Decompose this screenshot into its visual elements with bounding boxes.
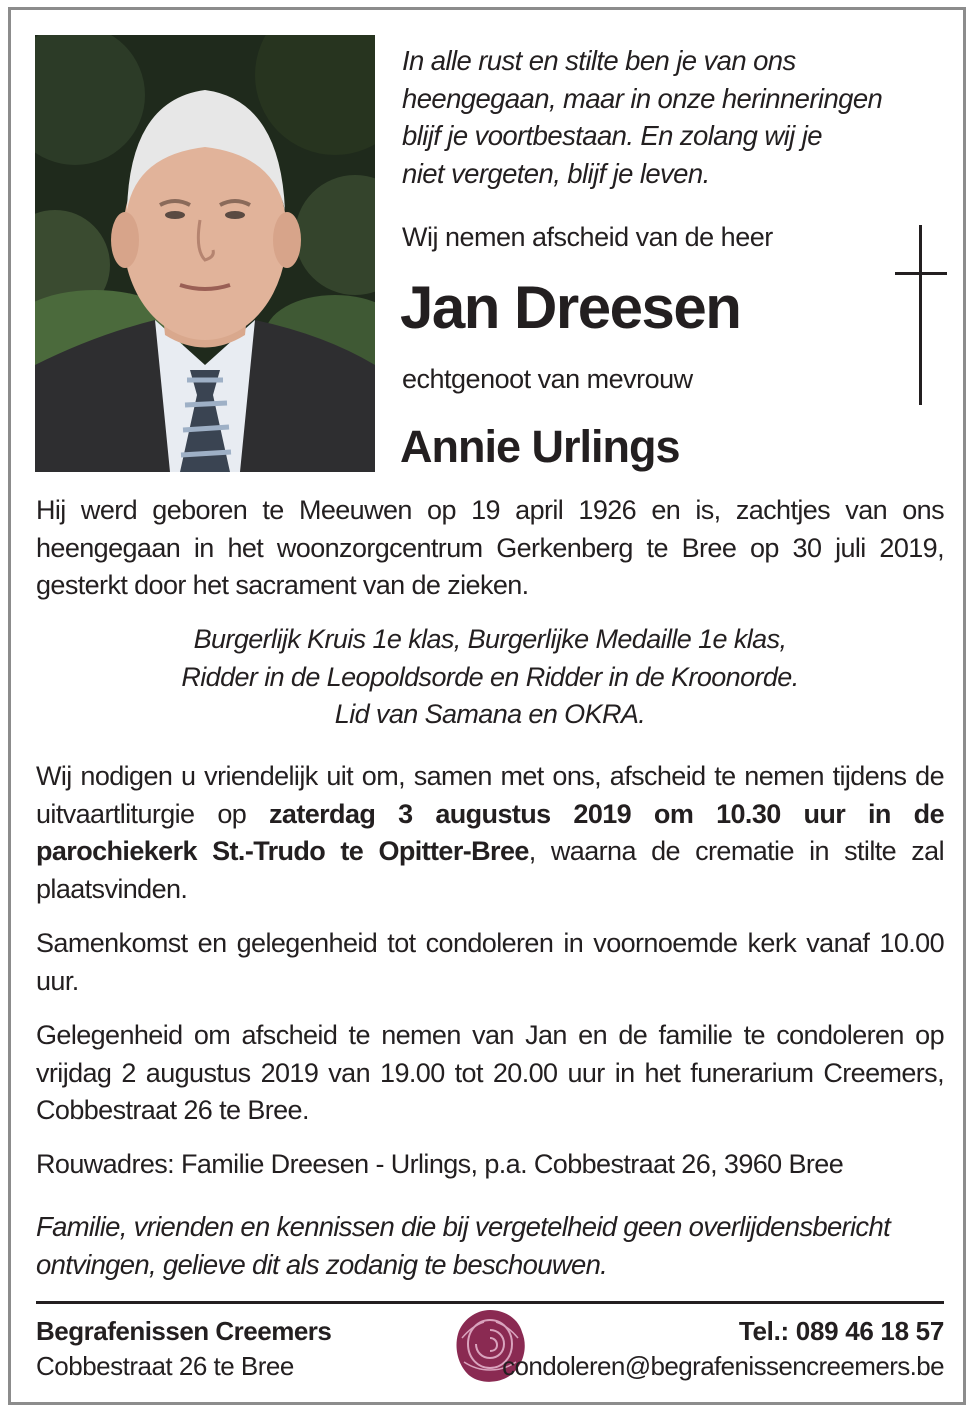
mourning-address: Rouwadres: Familie Dreesen - Urlings, p.a. Cobbestraat 26, 3960 Bree [36,1149,844,1179]
portrait-photo [35,35,375,472]
viewing-paragraph: Gelegenheid om afscheid te nemen van Jan en de familie te condoleren op vrijdag 2 augustus 2019 van 19.00 tot 20.00 uur in het funerarium Creemers, Cobbestraat 26 te Bree. [36,1020,944,1125]
deceased-name: Jan Dreesen [400,274,741,341]
invitation-text: Wij nodigen u vriendelijk uit om, samen met ons, afscheid te nemen tijdens de uitvaartliturgie op [36,761,944,829]
poem-line: blijf je voortbestaan. En zolang wij je [402,120,822,151]
honours-line: Burgerlijk Kruis 1e klas, Burgerlijke Medaille 1e klas, [193,624,787,654]
notice-line: Familie, vrienden en kennissen die bij vergetelheid geen overlijdensbericht [36,1211,891,1242]
farewell-intro: Wij nemen afscheid van de heer [402,222,773,252]
spouse-name: Annie Urlings [400,421,680,472]
firm-address: Cobbestraat 26 te Bree [36,1351,294,1381]
phone-number: Tel.: 089 46 18 57 [738,1316,944,1346]
birth-paragraph: Hij werd geboren te Meeuwen op 19 april 1926 en is, zachtjes van ons heengegaan in het woonzorgcentrum Gerkenberg te Bree op 30 juli 2019, gesterkt door het sacrament van de zieken. [36,495,944,600]
invitation-paragraph [36,758,944,908]
poem [402,42,962,192]
poem-line: heengegaan, maar in onze herinneringen [402,82,883,114]
footer-divider [36,1301,944,1304]
notice [36,1208,946,1284]
invitation-highlight: zaterdag 3 augustus 2019 om 10.30 uur in de parochiekerk St.-Trudo te Opitter-Bree [36,798,944,866]
honours [36,621,944,734]
firm-name: Begrafenissen Creemers [36,1316,332,1346]
invitation-text-end: , waarna de crematie in stilte zal plaatsvinden. [36,836,944,904]
email-link[interactable]: condoleren@begrafenissencreemers.be [502,1351,944,1381]
cross-icon [895,225,947,405]
gathering-paragraph: Samenkomst en gelegenheid tot condoleren in voornoemde kerk vanaf 10.00 uur. [36,928,944,996]
spouse-intro: echtgenoot van mevrouw [402,364,693,394]
honours-line: Ridder in de Leopoldsorde en Ridder in de Kroonorde. [181,661,799,692]
poem-line: niet vergeten, blijf je leven. [402,157,710,189]
poem-line: In alle rust en stilte ben je van ons [402,45,796,76]
honours-line: Lid van Samana en OKRA. [334,699,646,729]
notice-line: ontvingen, gelieve dit als zodanig te beschouwen. [36,1249,608,1280]
